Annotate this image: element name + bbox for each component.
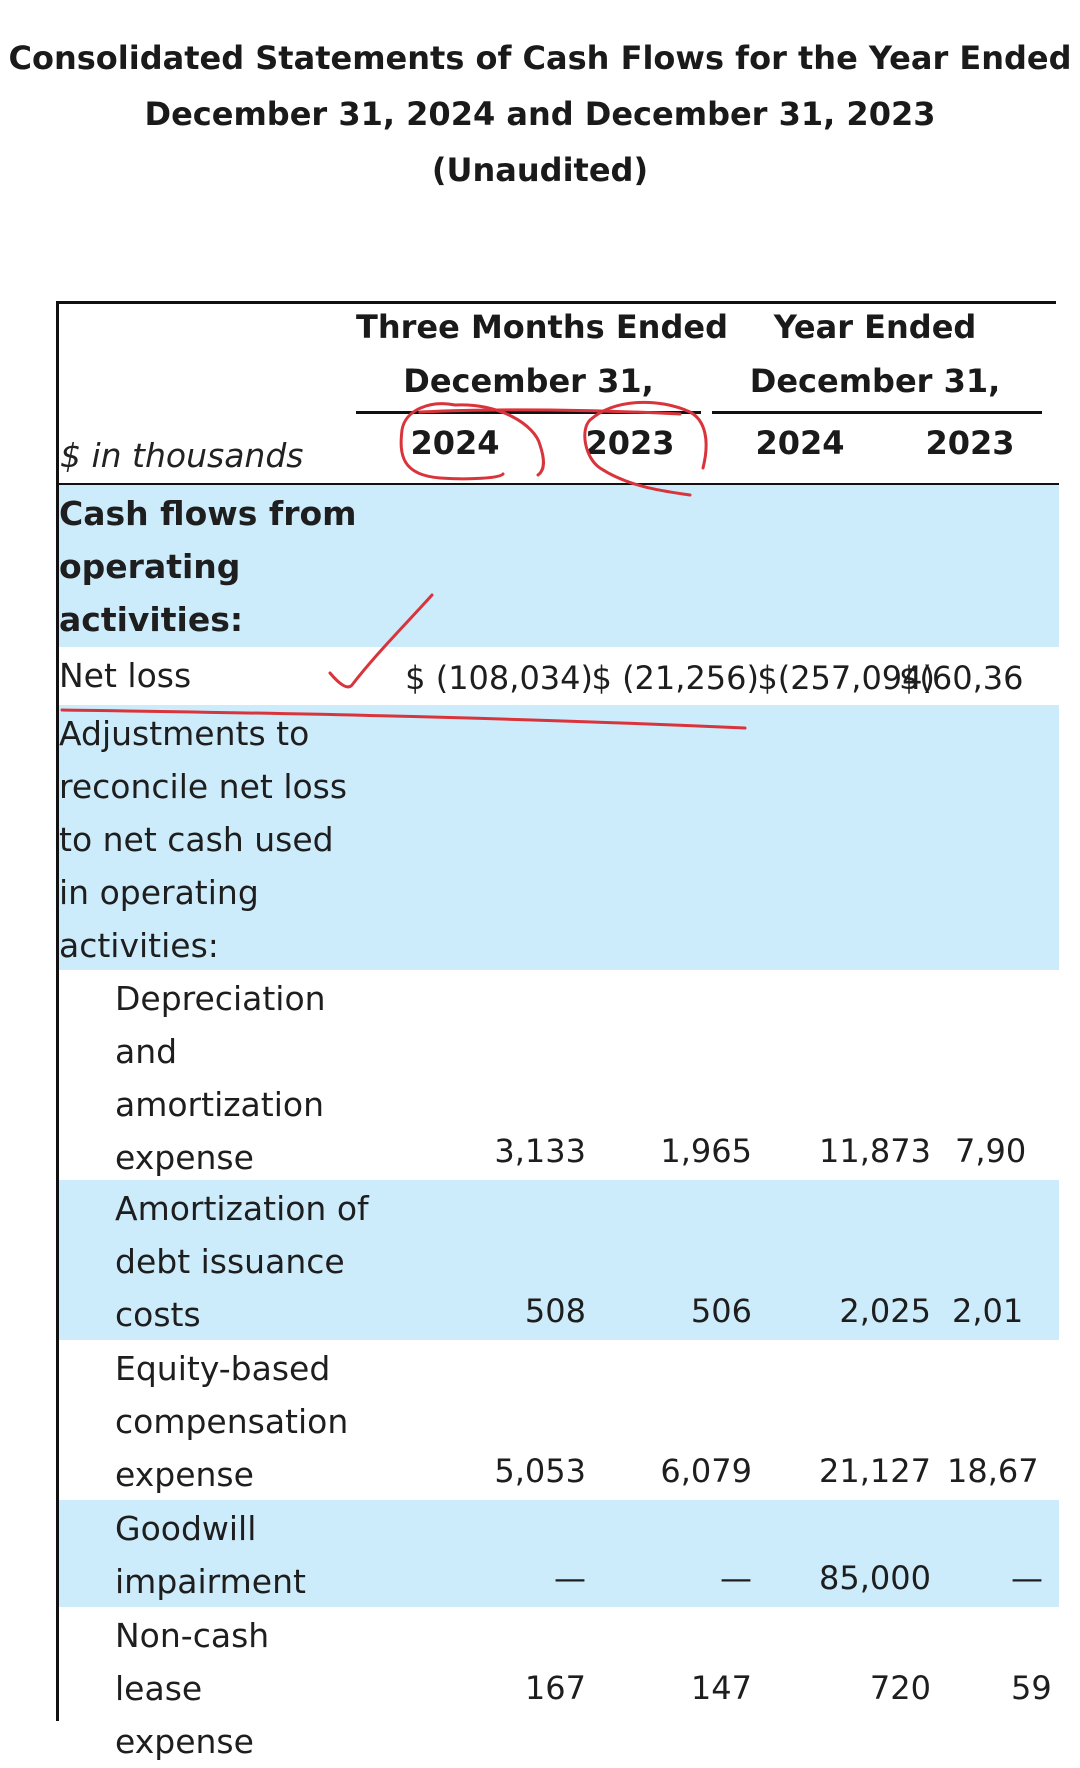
row-label: Adjustments to reconcile net loss to net cash used in operating activities: — [59, 714, 348, 965]
cell-fy-2024: 720 — [869, 1669, 931, 1707]
cell-fy-2023: $(60,36 — [899, 659, 1024, 697]
table-row-net-loss — [59, 647, 1059, 705]
cell-q4-2024: 508 — [524, 1292, 586, 1330]
cell-q4-2024: 167 — [524, 1669, 586, 1707]
row-label: Cash flows from operating activities: — [59, 494, 357, 639]
table-row-equity-compensation — [59, 1340, 1059, 1500]
cell-fy-2023: 2,01 — [952, 1292, 1024, 1330]
table-row-debt-amortization — [59, 1180, 1059, 1340]
table-row-lease-expense — [59, 1607, 1059, 1761]
cell-q4-2024: 5,053 — [494, 1452, 586, 1490]
cell-q4-2023: 1,965 — [660, 1132, 752, 1170]
cell-fy-2024: 85,000 — [819, 1559, 931, 1597]
row-label: Goodwill impairment — [115, 1509, 306, 1601]
header-underline-three-months — [356, 411, 701, 414]
units-label: $ in thousands — [60, 436, 304, 475]
cell-q4-2023: 6,079 — [660, 1452, 752, 1490]
cell-fy-2024: 2,025 — [839, 1292, 931, 1330]
header-three-months-line2: December 31, — [403, 362, 654, 400]
year-col-2: 2023 — [585, 424, 675, 462]
row-label: Depreciation and amortization expense — [115, 979, 326, 1177]
cell-q4-2024: — — [554, 1559, 586, 1597]
cell-fy-2024: $(257,094) — [757, 659, 935, 697]
year-col-3: 2024 — [755, 424, 845, 462]
row-label: Equity-based compensation expense — [115, 1349, 349, 1494]
header-underline-year-ended — [712, 411, 1042, 414]
cell-q4-2024: 3,133 — [494, 1132, 586, 1170]
row-label: Net loss — [59, 656, 192, 695]
cell-fy-2023: 59 — [1011, 1669, 1052, 1707]
cell-fy-2023: 18,67 — [947, 1452, 1039, 1490]
header-year-ended-line1: Year Ended — [773, 308, 977, 346]
row-label: Non-cash lease expense — [115, 1616, 270, 1761]
cell-q4-2024: $ (108,034) — [405, 659, 593, 697]
year-col-4: 2023 — [925, 424, 1015, 462]
row-label: Amortization of debt issuance costs — [115, 1189, 369, 1334]
cell-fy-2023: 7,90 — [955, 1132, 1027, 1170]
title-line-3: (Unaudited) — [431, 151, 649, 189]
cell-fy-2024: 21,127 — [819, 1452, 931, 1490]
section-row-operating — [59, 485, 1059, 647]
table-top-border — [56, 301, 1056, 304]
section-row-adjustments — [59, 705, 1059, 970]
header-three-months-line1: Three Months Ended — [356, 308, 728, 346]
cell-fy-2024: 11,873 — [819, 1132, 931, 1170]
title-line-2: December 31, 2024 and December 31, 2023 — [144, 95, 936, 133]
year-col-1: 2024 — [410, 424, 500, 462]
table-row-depreciation — [59, 970, 1059, 1180]
cell-q4-2023: 147 — [690, 1669, 752, 1707]
cell-q4-2023: 506 — [690, 1292, 752, 1330]
title-line-1: Consolidated Statements of Cash Flows for the Year Ended — [8, 39, 1072, 77]
table-row-goodwill-impairment — [59, 1500, 1059, 1607]
cell-fy-2023: — — [1011, 1559, 1043, 1597]
cell-q4-2023: — — [720, 1559, 752, 1597]
header-year-ended-line2: December 31, — [749, 362, 1001, 400]
cell-q4-2023: $ (21,256) — [591, 659, 759, 697]
